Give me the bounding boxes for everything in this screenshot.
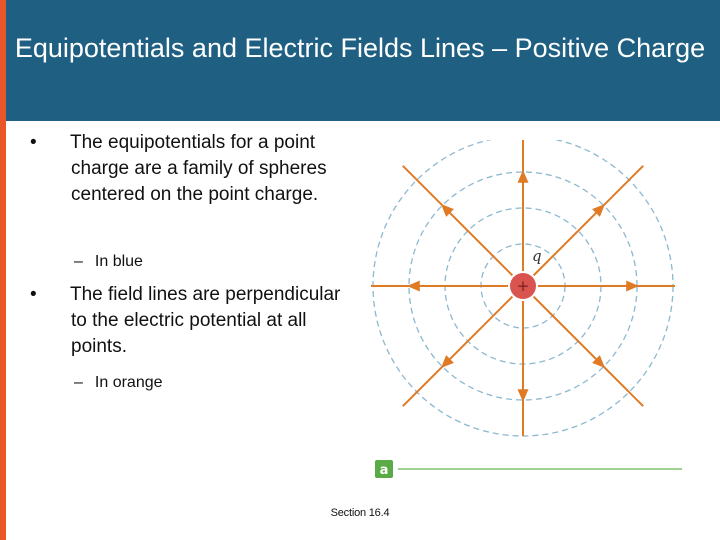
field-line: [403, 297, 513, 407]
bullet-item: [30, 130, 361, 208]
footer-section: Section 16.4: [330, 507, 390, 519]
field-line: [534, 166, 644, 276]
sub-bullet-text: In blue: [94, 253, 143, 270]
panel-label: a: [379, 463, 389, 478]
charge-sign: +: [516, 277, 530, 295]
sub-bullet-text: In orange: [94, 374, 163, 391]
field-line: [403, 166, 513, 276]
sub-bullet-dash: –: [74, 374, 83, 391]
bullet-text: The field lines are perpendicular to the electric potential at all points.: [70, 284, 341, 357]
bullet-text: The equipotentials for a point charge are a family of spheres centered on the point charge.: [70, 132, 327, 205]
sub-bullet: [74, 373, 163, 393]
sub-bullet: [74, 252, 143, 272]
field-diagram: [370, 140, 682, 485]
charge-label: q: [532, 247, 542, 265]
field-line: [534, 297, 644, 407]
slide-title: Equipotentials and Electric Fields Lines – Positive Charge: [14, 33, 706, 63]
point-charge: [510, 273, 536, 299]
bullet-dot: •: [30, 284, 37, 305]
bullet-dot: •: [30, 132, 37, 153]
sub-bullet-dash: –: [74, 253, 83, 270]
bullet-item: [30, 282, 361, 360]
